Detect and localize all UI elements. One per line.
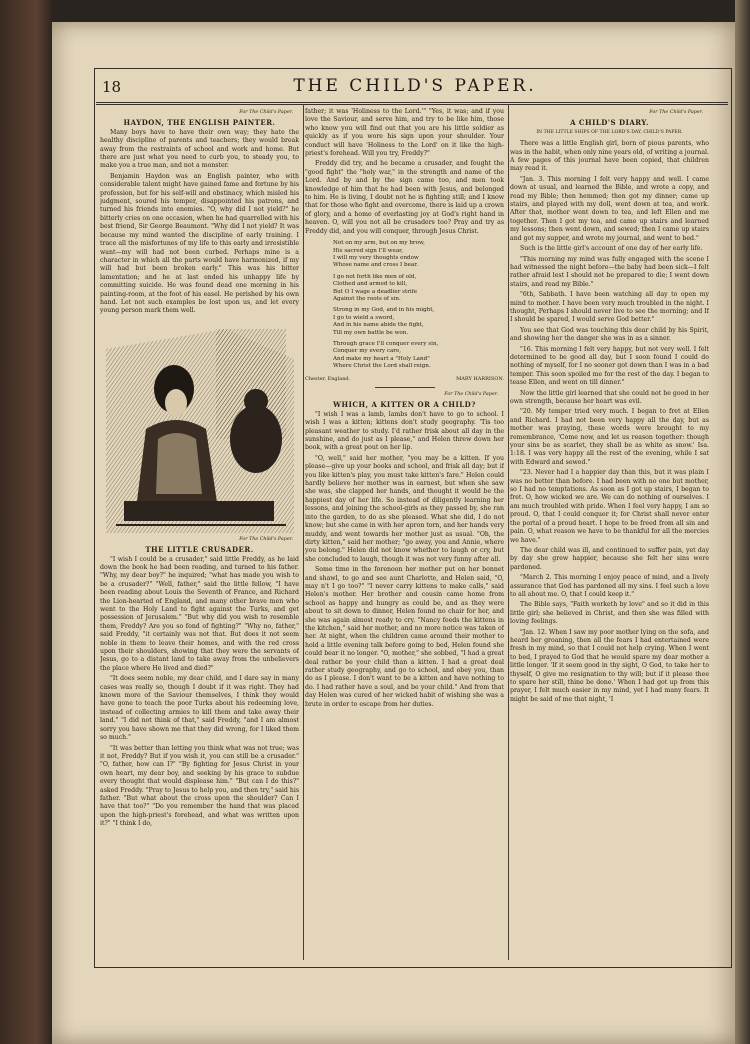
article-title-diary: A CHILD'S DIARY. (570, 118, 649, 128)
article-subtitle: IN THE LITTLE SHIPS OF THE LORD'S DAY, CHILD'S PAPER. (536, 129, 683, 135)
page-edges (735, 0, 750, 1044)
paragraph: The Bible says, "Faith worketh by love" and so it did in this little girl; she believed in Christ, and then she was filled with loving feelings. (510, 601, 709, 626)
article-credit: For The Child's Paper. (649, 110, 703, 115)
paragraph: The dear child was ill, and continued to suffer pain, yet day by day she grew happier, because she felt her sins were pardoned. (510, 546, 709, 571)
paragraph: There was a little English girl, born of pious parents, who was in the habit, when only nine years old, of writing a journal. A few pages of this journal have been copied, that children may read it. (510, 140, 709, 173)
article-title-kitten: WHICH, A KITTEN OR A CHILD? (333, 400, 476, 410)
crusader-engraving-illustration (106, 319, 294, 533)
column-divider-2 (508, 104, 509, 960)
masthead-title: THE CHILD'S PAPER. (293, 76, 537, 96)
paragraph: "This morning my mind was fully engaged with the scene I had witnessed the night before—the baby had been sick—I felt rather afraid lest I should not be prepared to die; I went down stairs, and read my Bible." (510, 255, 709, 288)
paragraph: "O, well," said her mother, "you may be a kitten. If you please—give up your books and school, and frisk all day; but if you like kitten's play, you must take kitten's fare." Helen could hardly believe her mother was in earnest, but when she saw she was, she clapped her hands, and thought it would be the happiest day of her life. So instead of diligently learning her lessons, and joining the school-girls as they passed by, she ran into the garden, to do as she pleased. What she did, I do not know; but she came in with her apron torn, and her hands very muddy, and went towards her mother just as usual. "Oh, the dirty kitten," said her mother; "go away, you and Annie, where you belong." Helen did not know whether to laugh or cry, but she concluded to laugh, though it was not very funny after all. (305, 454, 504, 563)
section-divider (375, 387, 435, 388)
column-1 (100, 108, 299, 958)
poem-line: And in his name abide the fight, (333, 322, 424, 329)
poem-line: I will my very thoughts endow (333, 254, 419, 261)
paragraph: Such is the little girl's account of one day of her early life. (520, 245, 703, 253)
paragraph: Freddy did try, and he became a crusader, and fought the "good fight" the "holy war," in the strength and name of the Lord. And by and by the sign came too, and men took knowledge of him that he had been with Jesus, and belonged to him. He is living, I doubt not he is fighting still; and I know that for those who fight and overcome, there is laid up a crown of glory, and a home of everlasting joy at God's right hand in heaven. O, will you not all be crusaders too? Pray and try as Freddy did, and you will conquer, through Jesus Christ. (305, 160, 504, 235)
paragraph: "Jan. 12. When I saw my poor mother lying on the sofa, and heard her groaning, then all the fears I had entertained were fresh in my mind, so that I could not help crying. When I went to bed, I prayed to God that he would spare my dear mother a little longer. 'If it seem good in thy sight, O God, to take her to thyself, O give me resignation to thy will; but if it please thee to spare her still, thine be done.' When I had got up from this prayer, I felt much easier in my mind, yet I had many fears. It might be said of me that night, 'I (510, 628, 709, 703)
poem-line: I go not forth like men of old, (333, 273, 417, 280)
paragraph: Benjamin Haydon was an English painter, who with considerable talent might have gained fame and fortune by his profession, but for his self-will and obstinacy, which misled his judgment, soured his temper, disappointed his patrons, and turned his friends into enemies. "O, why did I not yield?" he bitterly cries on one occasion, when he had quarrelled with his best friend, Sir George Beaumont. "Why did I not yield? It was because my mind wanted the discipline of early training. I trace all the misfortunes of my life to this early and irresistible want—my will had not been curbed. Perhaps mine is a character in which all the parts would have harmonized, if my will had but been broken early." This was his bitter lamentation; and he at last ended his unhappy life by committing suicide. He was found dead one morning in his painting-room, at the foot of his easel. He perished by his own hand. Let not such examples be lost upon us, and let every young person mark them well. (100, 172, 299, 315)
paragraph: You see that God was touching this dear child by his Spirit, and showing her the danger she was in as a sinner. (510, 326, 709, 343)
poem-line: But O I wage a deadlier strife (333, 288, 418, 295)
poem-line: Whose name and cross I bear. (333, 262, 419, 269)
signature-place: Chester, England. (305, 375, 351, 382)
column-divider-1 (303, 104, 304, 960)
paragraph: "6th, Sabbath. I have been watching all day to open my mind to mother. I have been very much troubled in the night. I thought, Perhaps I should never live to see the morning; and If I should be spared, I would serve God better." (510, 291, 709, 324)
paragraph: Now the little girl learned that she could not be good in her own strength, because her heart was evil. (510, 389, 709, 405)
paragraph: "Jan. 3. This morning I felt very happy and well. I came down at usual, and learned the Bible, and wrote a copy, and read my Bible; then hemmed; then got my dinner; came up stairs, and played with my doll, went down at tea, and work. After that, mother went down to tea, and left Ellen and me together. Then I got my tea, and came up stairs and learned my lessons; then went down, and sewed; then I came up stairs and got my supper, and wrote my journal, and went to bed." (510, 175, 709, 242)
article-credit: For The Child's Paper. (239, 110, 293, 115)
paragraph: Many boys have to have their own way; they hate the healthy discipline of parents and teachers; they would break away from the restraints of school and work and home. But there are just what you need to curb you, to steady you, to make you a true man, and not a monster. (100, 128, 299, 170)
poem-line: Against the roots of sin. (333, 295, 401, 302)
article-credit: For The Child's Paper. (239, 536, 293, 542)
poem-line: Not on my arm, but on my brow, (333, 240, 425, 247)
page-number: 18 (102, 78, 122, 96)
article-credit: For The Child's Paper. (444, 392, 498, 397)
poem-line: Where Christ the Lord shall reign. (333, 363, 431, 370)
article-title-crusader: THE LITTLE CRUSADER. (145, 545, 254, 555)
paragraph: "23. Never had I a happier day than this, but it was plain I was no better than before. I had been with no one but mother, so I had no temptations. As soon as I got up stairs, I began to fret. O, how wicked we are. We can do nothing of ourselves. I am much troubled with pride. When I feel very happy, I am so proud. O, that I could conquer it; for Christ shall never enter the portal of a proud heart. I hope to be freed from all sin and pain. O, what reason we have to be thankful for all the mercies we have." (510, 469, 709, 544)
signature-author: MARY HARRISON. (456, 375, 504, 382)
paragraph: "March 2. This morning I enjoy peace of mind, and a lively assurance that God has pardoned all my sins. I feel such a love to all about me. O, that I could keep it." (510, 574, 709, 598)
column-2 (305, 108, 504, 960)
poem-line: Conquer my every care, (333, 348, 402, 355)
paragraph: "I wish I could be a crusader," said little Freddy, as he laid down the book he had been reading, and turned to his father. "Why, my dear boy?" he inquired; "what has made you wish to be a crusader?" "Well, father," said the little fellow, "I have been reading about Louis the Seventh of France, and Richard the Lion-hearted of England, and many other brave men who went to the Holy Land to fight against the Turks, and get possession of Jerusalem." "But why did you wish to resemble them, Freddy? Are you so fond of fighting?" "Why no, father," said Freddy, "it certainly was not that. But does it not seem noble in them to leave their homes, and with the red cross upon their shoulders, showing that they were the servants of Jesus, go to a distant land to take away from the unbelievers the place where He lived and died?" (100, 555, 299, 672)
paragraph: Some time in the forenoon her mother put on her bonnet and shawl, to go and see aunt Charlotte, and Helen said, "O, may n't I go too?" "I never carry kittens to make calls," said Helen's mother. Her brother and cousin came home from school as happy and hungry as could be, and as they were about to sit down to dinner, Helen found no chair for her, and she was again almost ready to cry. "Nancy feeds the kittens in the kitchen," said her mother, and no more notice was taken of her. At night, when the children came around their mother to hold a little evening talk before going to bed, Helen found she could bear it no longer. "O, mother," she sobbed, "I had a great deal rather be your child than a kitten. I had a great deal rather study geography, and go to school, and obey you, than do as I please. I don't want to be a kitten and have nothing to do. I had rather have a soul, and be your child." And from that day Helen was cured of her wicked habit of wishing she was a brute in order to escape from her duties. (305, 566, 504, 708)
poem (333, 240, 504, 371)
paragraph: "16. This morning I felt very happy, but not very well. I felt determined to be good all day, but I soon found I could do nothing of myself, for I no sooner got down than I was in a bad temper. This soon spoiled me for the rest of the day. I began to tease Ellen, and went on till dinner." (510, 345, 709, 387)
poem-line: Clothed and armed to kill, (333, 281, 408, 288)
article-title-haydon: HAYDON, THE ENGLISH PAINTER. (123, 118, 276, 128)
header-rule (96, 102, 728, 105)
poem-line: Through grace I'll conquer every sin, (333, 340, 439, 347)
paragraph: "It was better than letting you think what was not true; was it not, Freddy? But if you wish it, you can still be a crusader." "O, father, how can I?" "By fighting for Jesus Christ in your own heart, my dear boy, and seeking by his grace to subdue every thought that would displease him." "But can I do this?" asked Freddy. "Pray to Jesus to help you, and then try," said his father. "But what about the cross upon the shoulder? Can I have that too?" "Do you remember the hand that was placed upon the high-priest's forehead, and what was written upon it?" "I think I do, (100, 744, 299, 828)
column-3 (510, 108, 709, 962)
poem-line: Till my own battle be won. (333, 329, 409, 336)
paragraph: "20. My temper tried very much. I began to fret at Ellen and Richard. I had not been very happy all the day, but as mother was praying, these words were brought to my remembrance, 'Come now, and let us reason together: though your sins be as scarlet, they shall be as white as snow.' Isa. 1:18. I was very happy all the rest of the evening, while I sat with Edward and sewed." (510, 408, 709, 466)
book-spine (0, 0, 52, 1044)
paragraph: father; it was 'Holiness to the Lord.'" "Yes, it was; and if you love the Saviour, and serve him, and try to be like him, those who know you will find out that you are his little soldier as quickly as if you wore his sign upon your shoulder. Your conduct will have 'Holiness to the Lord' on it like the high-priest's forehead. Will you try, Freddy?" (305, 108, 504, 158)
paragraph: "It does seem noble, my dear child, and I dare say in many cases was really so, though I doubt if it was right. They had known more of the Saviour themselves, I think they would have gone to teach the poor Turks about his redeeming love, instead of collecting armies to kill them and take away their land." "I did not think of that," said Freddy, "and I am almost sorry you have shown me that they did wrong, for I liked them so much." (100, 675, 299, 742)
poem-line: I go to wield a sword, (333, 314, 395, 321)
poem-line: His sacred sign I'll wear, (333, 247, 403, 254)
poem-signature (305, 375, 504, 383)
paragraph: "I wish I was a lamb, lambs don't have to go to school. I wish I was a kitten; kittens don't study geography. 'Tis too pleasant weather to study. I'd rather frisk about all day in the sunshine, and do just as I please," and Helen threw down her book, with a great pout on her lip. (305, 410, 504, 452)
poem-line: Strong in my God, and in his might, (333, 307, 435, 314)
poem-line: And make my heart a "Holy Land" (333, 355, 430, 362)
